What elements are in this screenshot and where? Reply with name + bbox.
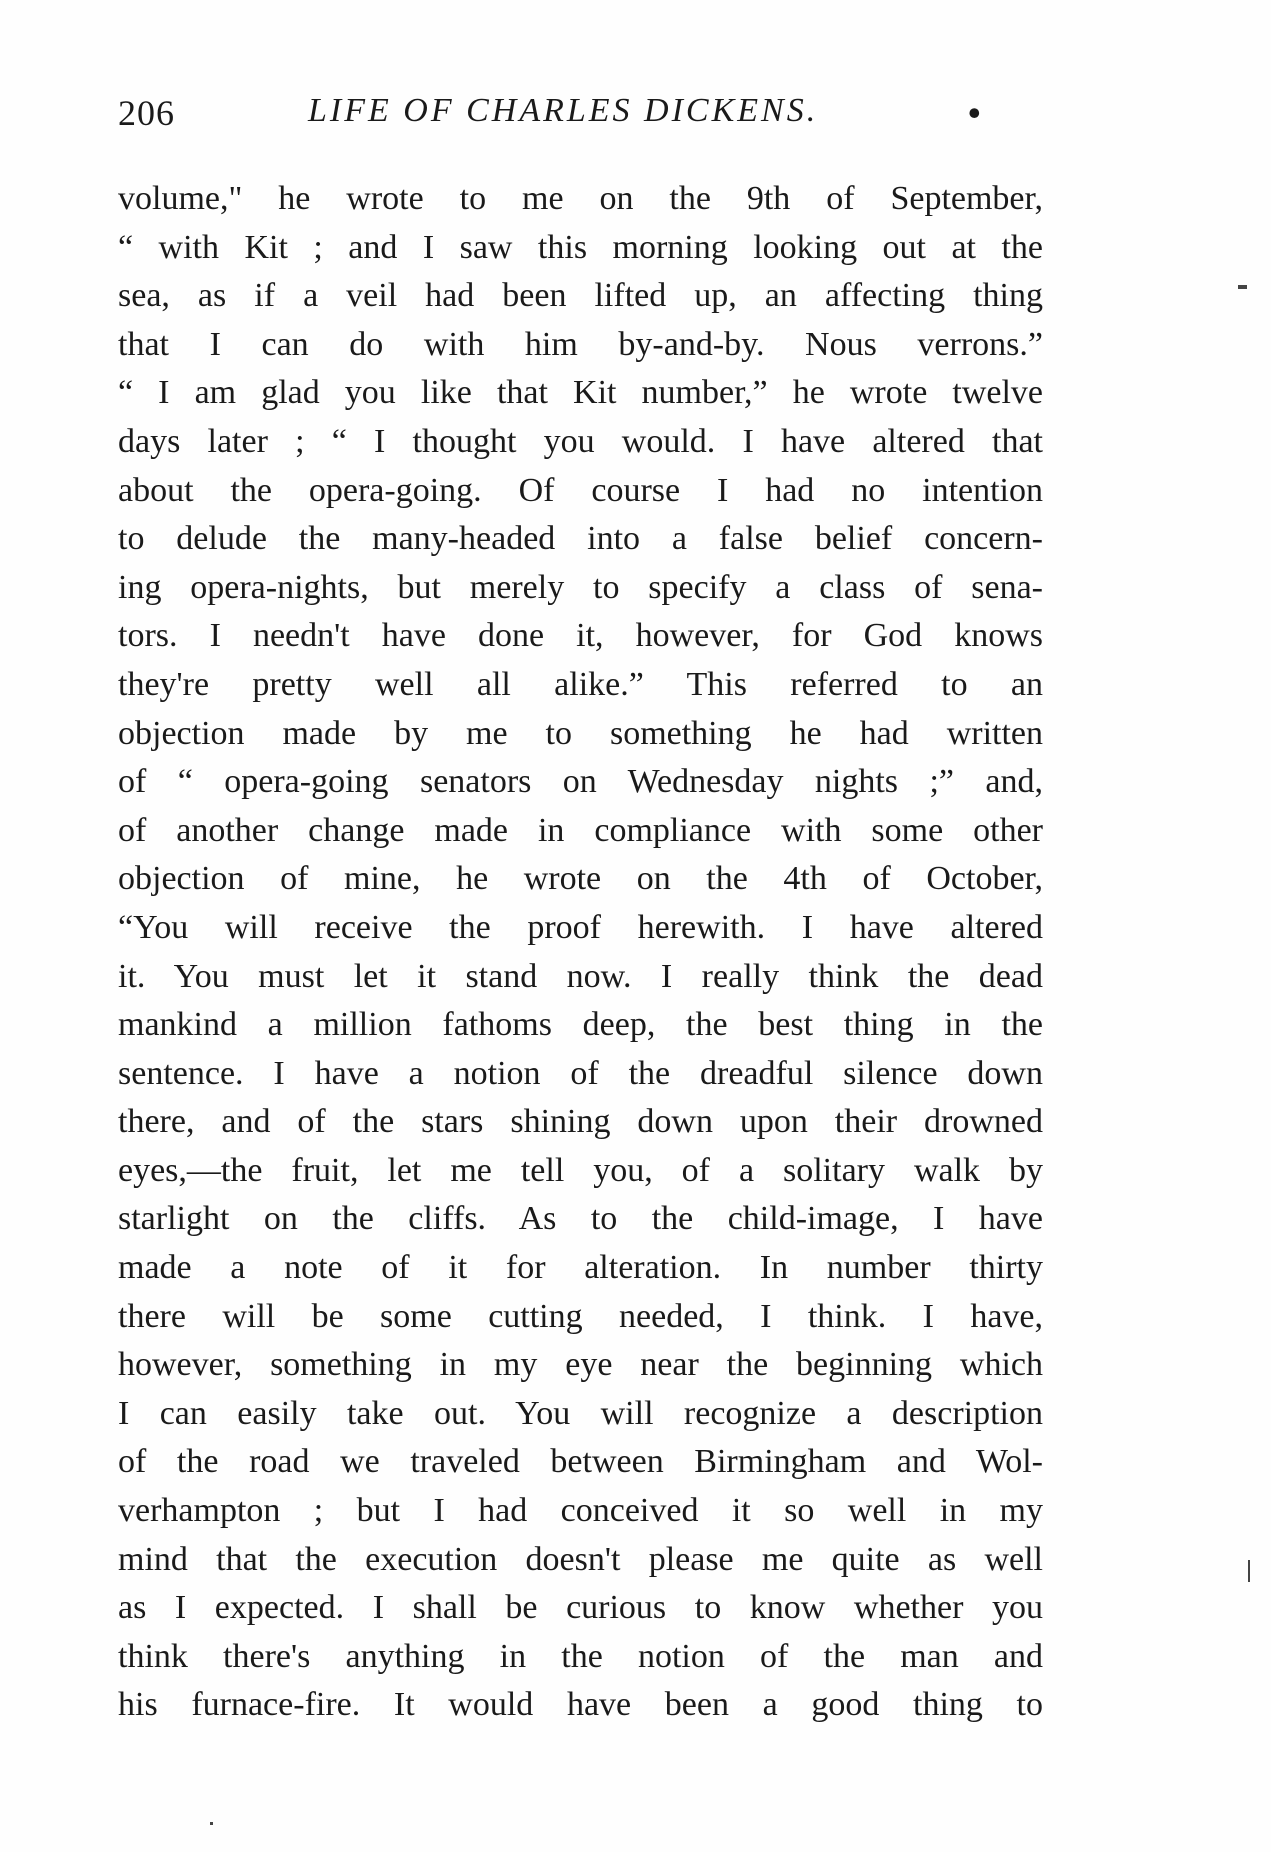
text-line: ing opera-nights, but merely to specify a class of sena- bbox=[118, 568, 1043, 606]
text-line: think there's anything in the notion of the man and bbox=[118, 1637, 1043, 1675]
text-line: of “ opera-going senators on Wednesday nights ;” and, bbox=[118, 763, 1043, 801]
header-ornament: • bbox=[968, 93, 981, 133]
page-number: 206 bbox=[118, 93, 175, 133]
text-line: it. You must let it stand now. I really think the dead bbox=[118, 957, 1043, 995]
text-line: however, something in my eye near the beginning which bbox=[118, 1346, 1043, 1384]
text-line: made a note of it for alteration. In number thirty bbox=[118, 1249, 1043, 1287]
text-line: eyes,—the fruit, let me tell you, of a solitary walk by bbox=[118, 1151, 1043, 1189]
text-line: as I expected. I shall be curious to know whether you bbox=[118, 1589, 1043, 1627]
text-line: starlight on the cliffs. As to the child-image, I have bbox=[118, 1200, 1043, 1238]
scan-speck bbox=[210, 1822, 213, 1825]
text-line: sentence. I have a notion of the dreadful silence down bbox=[118, 1054, 1043, 1092]
page-header bbox=[118, 92, 1048, 142]
running-title: LIFE OF CHARLES DICKENS. bbox=[308, 92, 819, 129]
text-line: there will be some cutting needed, I think. I have, bbox=[118, 1297, 1043, 1335]
text-line: to delude the many-headed into a false belief concern- bbox=[118, 520, 1043, 558]
text-line: I can easily take out. You will recognize a description bbox=[118, 1394, 1043, 1432]
scan-speck bbox=[1238, 285, 1247, 289]
text-line: tors. I needn't have done it, however, for God knows bbox=[118, 617, 1043, 655]
text-line: days later ; “ I thought you would. I have altered that bbox=[118, 422, 1043, 460]
text-line: that I can do with him by-and-by. Nous verrons.” bbox=[118, 325, 1043, 363]
text-line: of the road we traveled between Birmingham and Wol- bbox=[118, 1443, 1043, 1481]
body-text bbox=[118, 175, 1043, 1730]
text-line: there, and of the stars shining down upon their drowned bbox=[118, 1103, 1043, 1141]
text-line: “You will receive the proof herewith. I have altered bbox=[118, 908, 1043, 946]
text-line: mind that the execution doesn't please me quite as well bbox=[118, 1540, 1043, 1578]
text-line: mankind a million fathoms deep, the best thing in the bbox=[118, 1006, 1043, 1044]
text-line: of another change made in compliance with some other bbox=[118, 811, 1043, 849]
text-line: they're pretty well all alike.” This referred to an bbox=[118, 665, 1043, 703]
text-line: about the opera-going. Of course I had no intention bbox=[118, 471, 1043, 509]
scan-speck bbox=[1248, 1560, 1250, 1582]
text-line: “ with Kit ; and I saw this morning looking out at the bbox=[118, 228, 1043, 266]
text-line: volume," he wrote to me on the 9th of September, bbox=[118, 180, 1043, 217]
text-line: sea, as if a veil had been lifted up, an affecting thing bbox=[118, 277, 1043, 315]
text-line: “ I am glad you like that Kit number,” he wrote twelve bbox=[118, 374, 1043, 412]
text-line: verhampton ; but I had conceived it so well in my bbox=[118, 1492, 1043, 1530]
text-line: objection of mine, he wrote on the 4th of October, bbox=[118, 860, 1043, 898]
text-line: objection made by me to something he had written bbox=[118, 714, 1043, 752]
text-line: his furnace-fire. It would have been a good thing to bbox=[118, 1686, 1043, 1724]
